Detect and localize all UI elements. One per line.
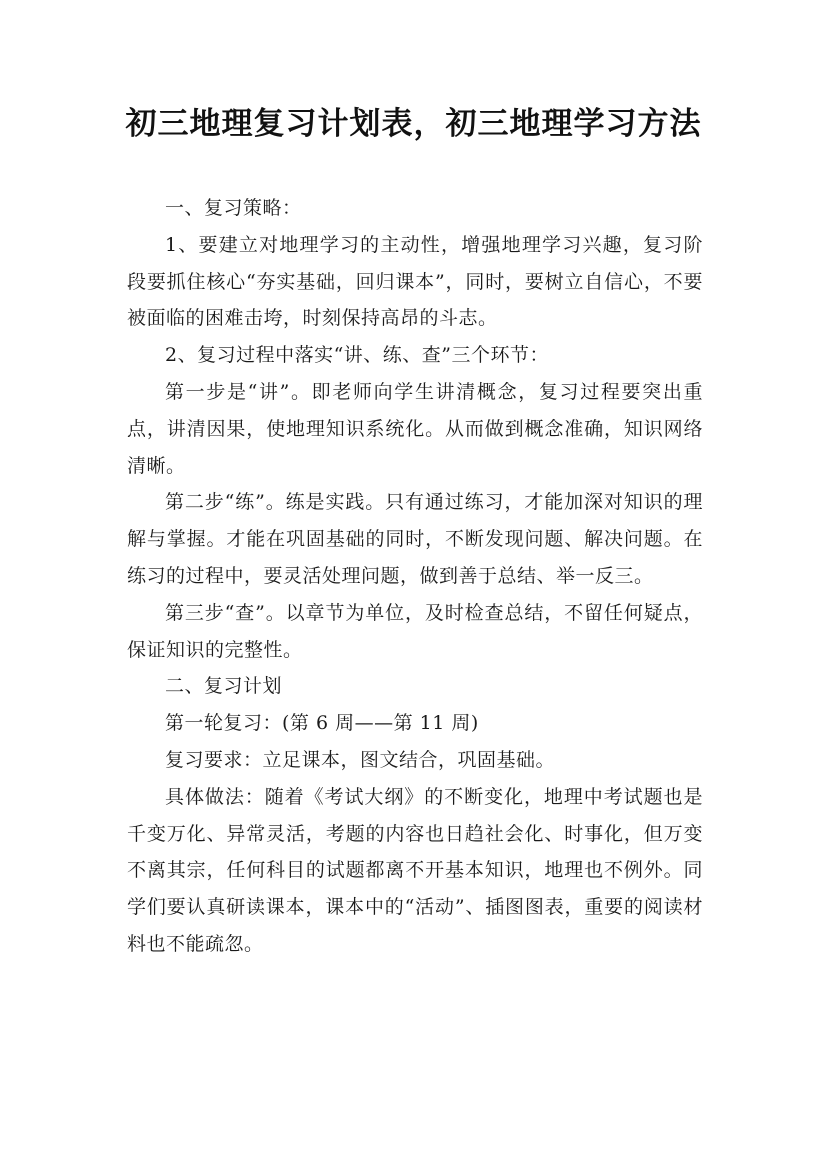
paragraph-step-explain: 第一步是“讲”。即老师向学生讲清概念，复习过程要突出重点，讲清因果，使地理知识系统化。从而做到概念准确，知识网络清晰。	[127, 380, 703, 477]
paragraph-method: 具体做法：随着《考试大纲》的不断变化，地理中考试题也是千变万化、异常灵活，考题的内容也日趋社会化、时事化，但万变不离其宗，任何科目的试题都离不开基本知识，地理也不例外。同学们要认真研读课本，课本中的“活动”、插图图表，重要的阅读材料也不能疏忽。	[127, 785, 703, 955]
paragraph-step-practice: 第二步“练”。练是实践。只有通过练习，才能加深对知识的理解与掌握。才能在巩固基础的同时，不断发现问题、解决问题。在练习的过程中，要灵活处理问题，做到善于总结、举一反三。	[127, 491, 703, 587]
document-body	[127, 190, 703, 963]
paragraph-three-steps: 2、复习过程中落实“讲、练、查”三个环节：	[165, 344, 550, 367]
paragraph-requirements: 复习要求：立足课本，图文结合，巩固基础。	[165, 748, 556, 771]
page-title: 初三地理复习计划表，初三地理学习方法	[125, 106, 702, 142]
paragraph-step-check: 第三步“查”。以章节为单位，及时检查总结，不留任何疑点，保证知识的完整性。	[127, 601, 703, 661]
section-heading-review-plan: 二、复习计划	[165, 675, 283, 698]
paragraph-first-round: 第一轮复习：(第 6 周——第 11 周)	[165, 712, 479, 735]
section-heading-review-strategy: 一、复习策略：	[165, 197, 302, 219]
paragraph-initiative: 1、要建立对地理学习的主动性，增强地理学习兴趣，复习阶段要抓住核心“夯实基础，回归课本”，同时，要树立自信心，不要被面临的困难击垮，时刻保持高昂的斗志。	[127, 233, 703, 330]
